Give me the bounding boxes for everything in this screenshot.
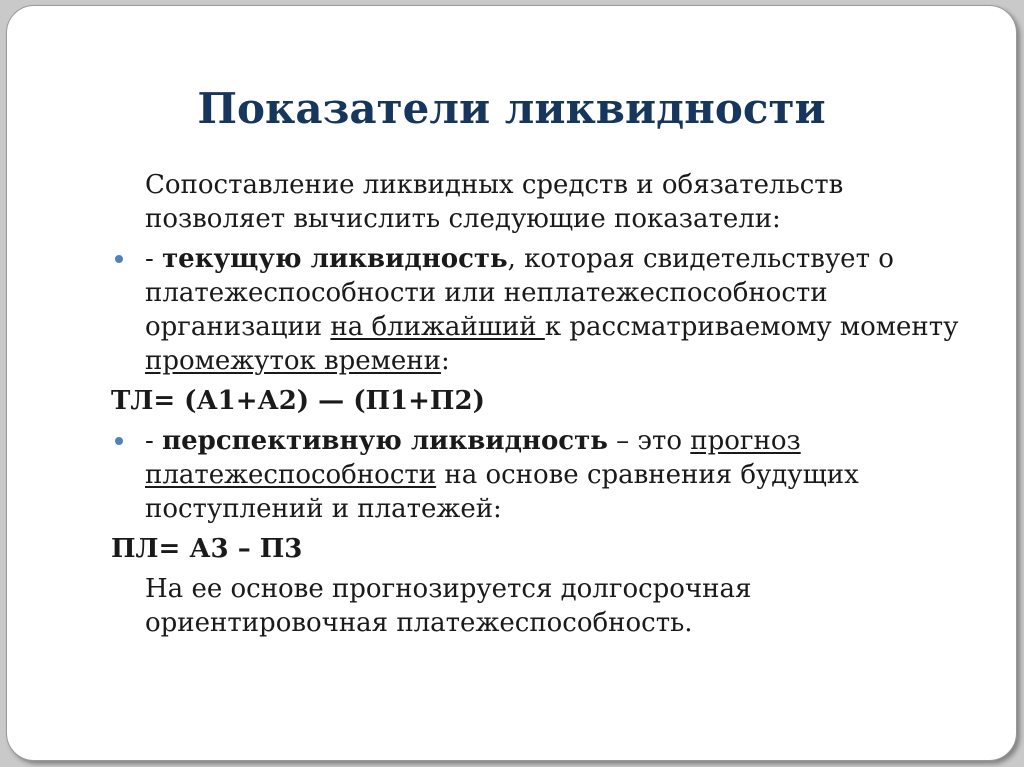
bullet1-prefix: - (145, 244, 163, 274)
slide-content (107, 168, 967, 646)
bullet-current-liquidity (107, 242, 967, 378)
bullet-dot-icon (115, 437, 123, 445)
bullet2-term: перспективную ликвидность (162, 426, 608, 456)
slide (6, 5, 1017, 761)
formula-current-liquidity: ТЛ= (А1+А2) — (П1+П2) (111, 386, 485, 416)
formula-prospective-liquidity: ПЛ= А3 – П3 (111, 534, 303, 564)
bullet1-text-c: : (440, 346, 450, 376)
bullet2-prefix: - (145, 426, 163, 456)
bullet2-underline-a: прогноз платежеспособности (145, 426, 801, 490)
bullet2-text-b: на основе сравнения будущих поступлений и платежей: (145, 460, 859, 524)
bullet1-text-b: к рассматриваемому моменту (544, 312, 959, 342)
bullet2-text-a: – это (607, 426, 691, 456)
conclusion-paragraph: На ее основе прогнозируется долгосрочная ориентировочная платежеспособность. (145, 574, 752, 638)
bullet-prospective-liquidity (107, 424, 967, 526)
bullet1-text-a: , которая свидетельствует о платежеспособности или неплатежеспособности организации (145, 244, 894, 342)
bullet1-underline-a: на ближайший (330, 312, 545, 342)
bullet-dot-icon (115, 255, 123, 263)
bullet1-term: текущую ликвидность (162, 244, 508, 274)
slide-title: Показатели ликвидности (197, 84, 826, 133)
intro-paragraph: Сопоставление ликвидных средств и обязательств позволяет вычислить следующие показатели: (145, 170, 844, 234)
bullet1-underline-b: промежуток времени (145, 346, 441, 376)
